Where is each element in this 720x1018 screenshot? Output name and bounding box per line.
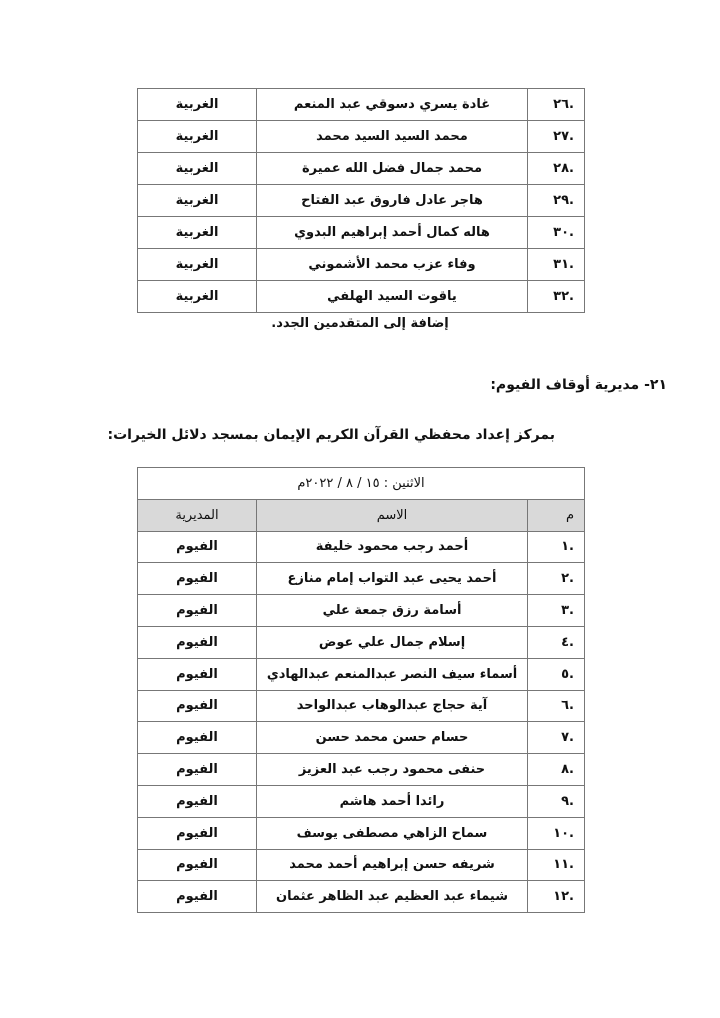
gov-cell: الفيوم: [138, 658, 257, 690]
table-row: [138, 881, 585, 913]
gov-cell: الغربية: [138, 281, 257, 313]
gov-cell: الفيوم: [138, 595, 257, 627]
fayoum-table: [137, 467, 585, 913]
table-row: [138, 817, 585, 849]
num-cell: .٣٢: [528, 281, 585, 313]
gov-cell: الفيوم: [138, 722, 257, 754]
name-cell: شريفه حسن إبراهيم أحمد محمد: [257, 849, 528, 881]
name-cell: هاله كمال أحمد إبراهيم البدوي: [257, 217, 528, 249]
num-cell: .١١: [528, 849, 585, 881]
table-row: [138, 249, 585, 281]
num-cell: .٣٠: [528, 217, 585, 249]
table-row: [138, 626, 585, 658]
gov-cell: الفيوم: [138, 785, 257, 817]
table-row: [138, 595, 585, 627]
gov-cell: الفيوم: [138, 531, 257, 563]
table-row: [138, 281, 585, 313]
num-cell: .٢٩: [528, 185, 585, 217]
section-heading: ٢١- مديرية أوقاف الفيوم:: [490, 377, 667, 393]
gov-cell: الفيوم: [138, 881, 257, 913]
num-cell: .٢٦: [528, 89, 585, 121]
name-cell: أسماء سيف النصر عبدالمنعم عبدالهادي: [257, 658, 528, 690]
num-cell: .٢: [528, 563, 585, 595]
table-row: [138, 121, 585, 153]
num-cell: .٩: [528, 785, 585, 817]
num-cell: .٨: [528, 754, 585, 786]
name-cell: آية حجاج عبدالوهاب عبدالواحد: [257, 690, 528, 722]
table-row: [138, 89, 585, 121]
gov-cell: الغربية: [138, 89, 257, 121]
num-cell: .٥: [528, 658, 585, 690]
name-cell: محمد جمال فضل الله عميرة: [257, 153, 528, 185]
name-cell: شيماء عبد العظيم عبد الظاهر عثمان: [257, 881, 528, 913]
num-cell: .٣١: [528, 249, 585, 281]
header-name: الاسم: [257, 499, 528, 531]
table-row: [138, 185, 585, 217]
gharbia-table: [137, 88, 585, 313]
name-cell: ياقوت السيد الهلفي: [257, 281, 528, 313]
header-gov: المديرية: [138, 499, 257, 531]
name-cell: حنفى محمود رجب عبد العزيز: [257, 754, 528, 786]
gov-cell: الفيوم: [138, 817, 257, 849]
gov-cell: الفيوم: [138, 754, 257, 786]
center-heading: بمركز إعداد محفظي القرآن الكريم الإيمان بمسجد دلائل الخيرات:: [107, 427, 555, 443]
gov-cell: الفيوم: [138, 626, 257, 658]
gov-cell: الفيوم: [138, 563, 257, 595]
gov-cell: الغربية: [138, 121, 257, 153]
name-cell: محمد السيد السيد محمد: [257, 121, 528, 153]
gov-cell: الغربية: [138, 153, 257, 185]
num-cell: .٧: [528, 722, 585, 754]
gov-cell: الفيوم: [138, 849, 257, 881]
table-row: [138, 754, 585, 786]
num-cell: .٢٨: [528, 153, 585, 185]
table-row: [138, 531, 585, 563]
num-cell: .١: [528, 531, 585, 563]
num-cell: .٢٧: [528, 121, 585, 153]
table-row: [138, 690, 585, 722]
table-row: [138, 849, 585, 881]
table-row: [138, 217, 585, 249]
gov-cell: الغربية: [138, 217, 257, 249]
table-row: [138, 658, 585, 690]
new-applicants-note: إضافة إلى المتقدمين الجدد.: [271, 316, 449, 331]
num-cell: .٣: [528, 595, 585, 627]
date-cell: الاثنين : ١٥ / ٨ / ٢٠٢٢م: [138, 468, 585, 500]
num-cell: .٦: [528, 690, 585, 722]
name-cell: أحمد يحيى عبد التواب إمام منازع: [257, 563, 528, 595]
num-cell: .١٠: [528, 817, 585, 849]
header-row: [138, 499, 585, 531]
num-cell: .١٢: [528, 881, 585, 913]
name-cell: رائدا أحمد هاشم: [257, 785, 528, 817]
table-row: [138, 722, 585, 754]
name-cell: إسلام جمال علي عوض: [257, 626, 528, 658]
name-cell: أسامة رزق جمعة علي: [257, 595, 528, 627]
header-num: م: [528, 499, 585, 531]
name-cell: غادة يسري دسوقي عبد المنعم: [257, 89, 528, 121]
gov-cell: الفيوم: [138, 690, 257, 722]
name-cell: هاجر عادل فاروق عبد الفتاح: [257, 185, 528, 217]
name-cell: حسام حسن محمد حسن: [257, 722, 528, 754]
table-row: [138, 785, 585, 817]
date-row: [138, 468, 585, 500]
name-cell: وفاء عزب محمد الأشموني: [257, 249, 528, 281]
gov-cell: الغربية: [138, 185, 257, 217]
gov-cell: الغربية: [138, 249, 257, 281]
table-row: [138, 153, 585, 185]
table-row: [138, 563, 585, 595]
num-cell: .٤: [528, 626, 585, 658]
name-cell: أحمد رجب محمود خليفة: [257, 531, 528, 563]
name-cell: سماح الزاهي مصطفى يوسف: [257, 817, 528, 849]
